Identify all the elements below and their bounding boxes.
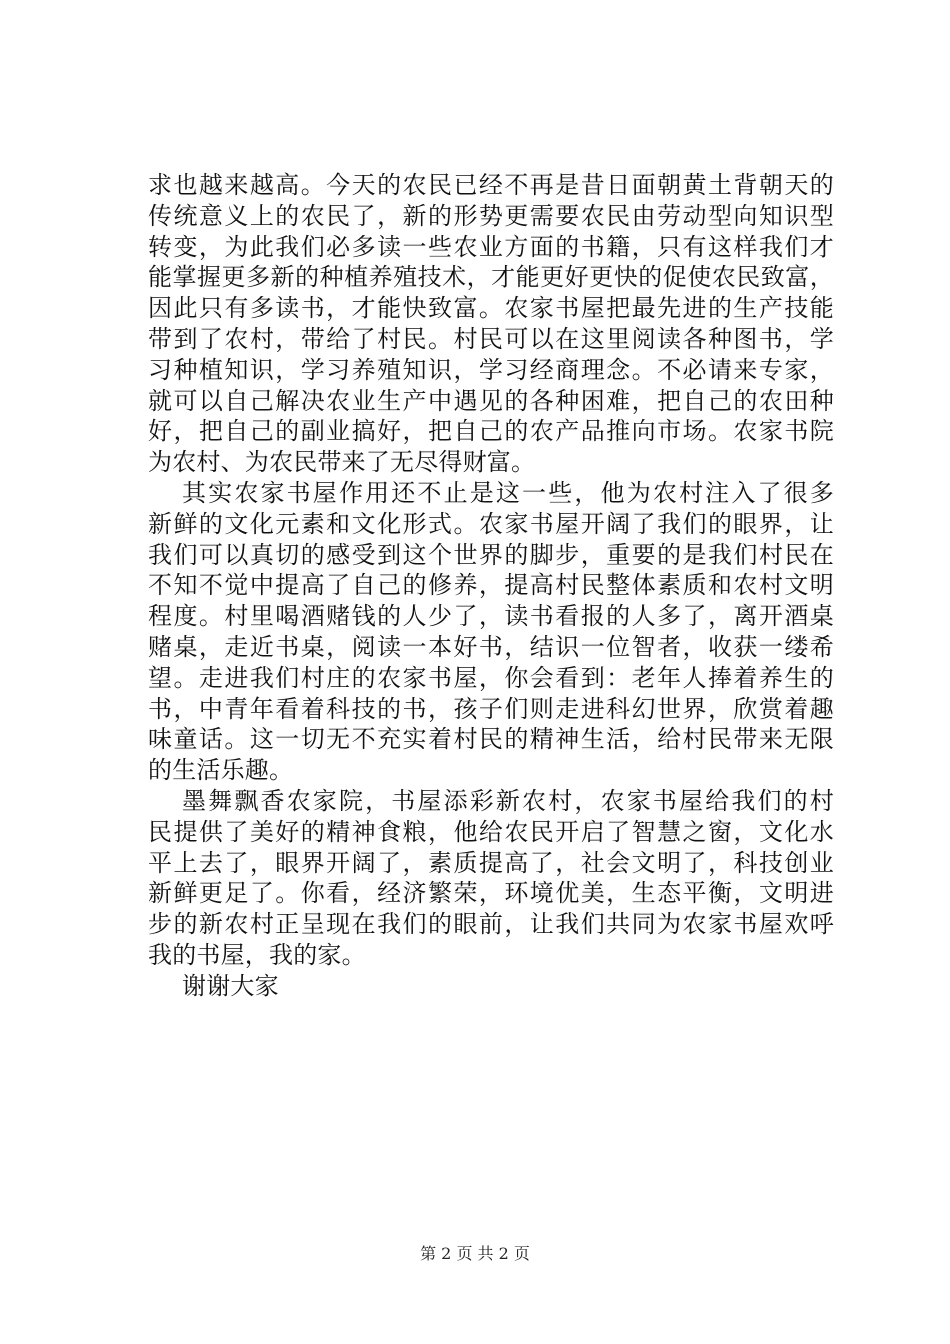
text-line: 我的书屋，我的家。	[148, 940, 366, 969]
page-footer: 第 2 页 共 2 页	[420, 1244, 530, 1263]
text-line: 带到了农村，带给了村民。村民可以在这里阅读各种图书，学	[148, 324, 834, 353]
text-line: 传统意义上的农民了，新的形势更需要农民由劳动型向知识型	[148, 201, 834, 230]
text-line: 转变，为此我们必多读一些农业方面的书籍，只有这样我们才	[148, 232, 834, 261]
text-line: 民提供了美好的精神食粮，他给农民开启了智慧之窗，文化水	[148, 817, 834, 846]
text-line: 赌桌，走近书桌，阅读一本好书，结识一位智者，收获一缕希	[148, 632, 834, 661]
text-line: 步的新农村正呈现在我们的眼前，让我们共同为农家书屋欢呼	[148, 910, 834, 939]
text-line: 的生活乐趣。	[148, 756, 294, 785]
text-line: 好，把自己的副业搞好，把自己的农产品推向市场。农家书院	[148, 417, 834, 446]
text-line: 其实农家书屋作用还不止是这一些，他为农村注入了很多	[182, 478, 834, 507]
text-line: 为农村、为农民带来了无尽得财富。	[148, 448, 536, 477]
text-line: 新鲜更足了。你看，经济繁荣，环境优美，生态平衡，文明进	[148, 879, 834, 908]
text-line: 不知不觉中提高了自己的修养，提高村民整体素质和农村文明	[148, 571, 834, 600]
text-line: 书，中青年看着科技的书，孩子们则走进科幻世界，欣赏着趣	[148, 694, 834, 723]
text-line: 能掌握更多新的种植养殖技术，才能更好更快的促使农民致富，	[148, 263, 834, 292]
text-line: 我们可以真切的感受到这个世界的脚步，重要的是我们村民在	[148, 540, 834, 569]
text-line: 习种植知识，学习养殖知识，学习经商理念。不必请来专家，	[148, 355, 834, 384]
text-line: 望。走进我们村庄的农家书屋，你会看到：老年人捧着养生的	[148, 663, 834, 692]
text-line: 谢谢大家	[182, 971, 279, 1000]
text-line: 因此只有多读书，才能快致富。农家书屋把最先进的生产技能	[148, 294, 834, 323]
text-line: 程度。村里喝酒赌钱的人少了，读书看报的人多了，离开酒桌	[148, 602, 834, 631]
text-line: 求也越来越高。今天的农民已经不再是昔日面朝黄土背朝天的	[148, 171, 834, 199]
text-line: 就可以自己解决农业生产中遇见的各种困难，把自己的农田种	[148, 386, 834, 415]
text-line: 平上去了，眼界开阔了，素质提高了，社会文明了，科技创业	[148, 848, 834, 877]
text-line: 新鲜的文化元素和文化形式。农家书屋开阔了我们的眼界，让	[148, 509, 834, 538]
document-body	[148, 170, 834, 1002]
text-line: 味童话。这一切无不充实着村民的精神生活，给村民带来无限	[148, 725, 834, 754]
text-line: 墨舞飘香农家院，书屋添彩新农村，农家书屋给我们的村	[182, 786, 834, 815]
